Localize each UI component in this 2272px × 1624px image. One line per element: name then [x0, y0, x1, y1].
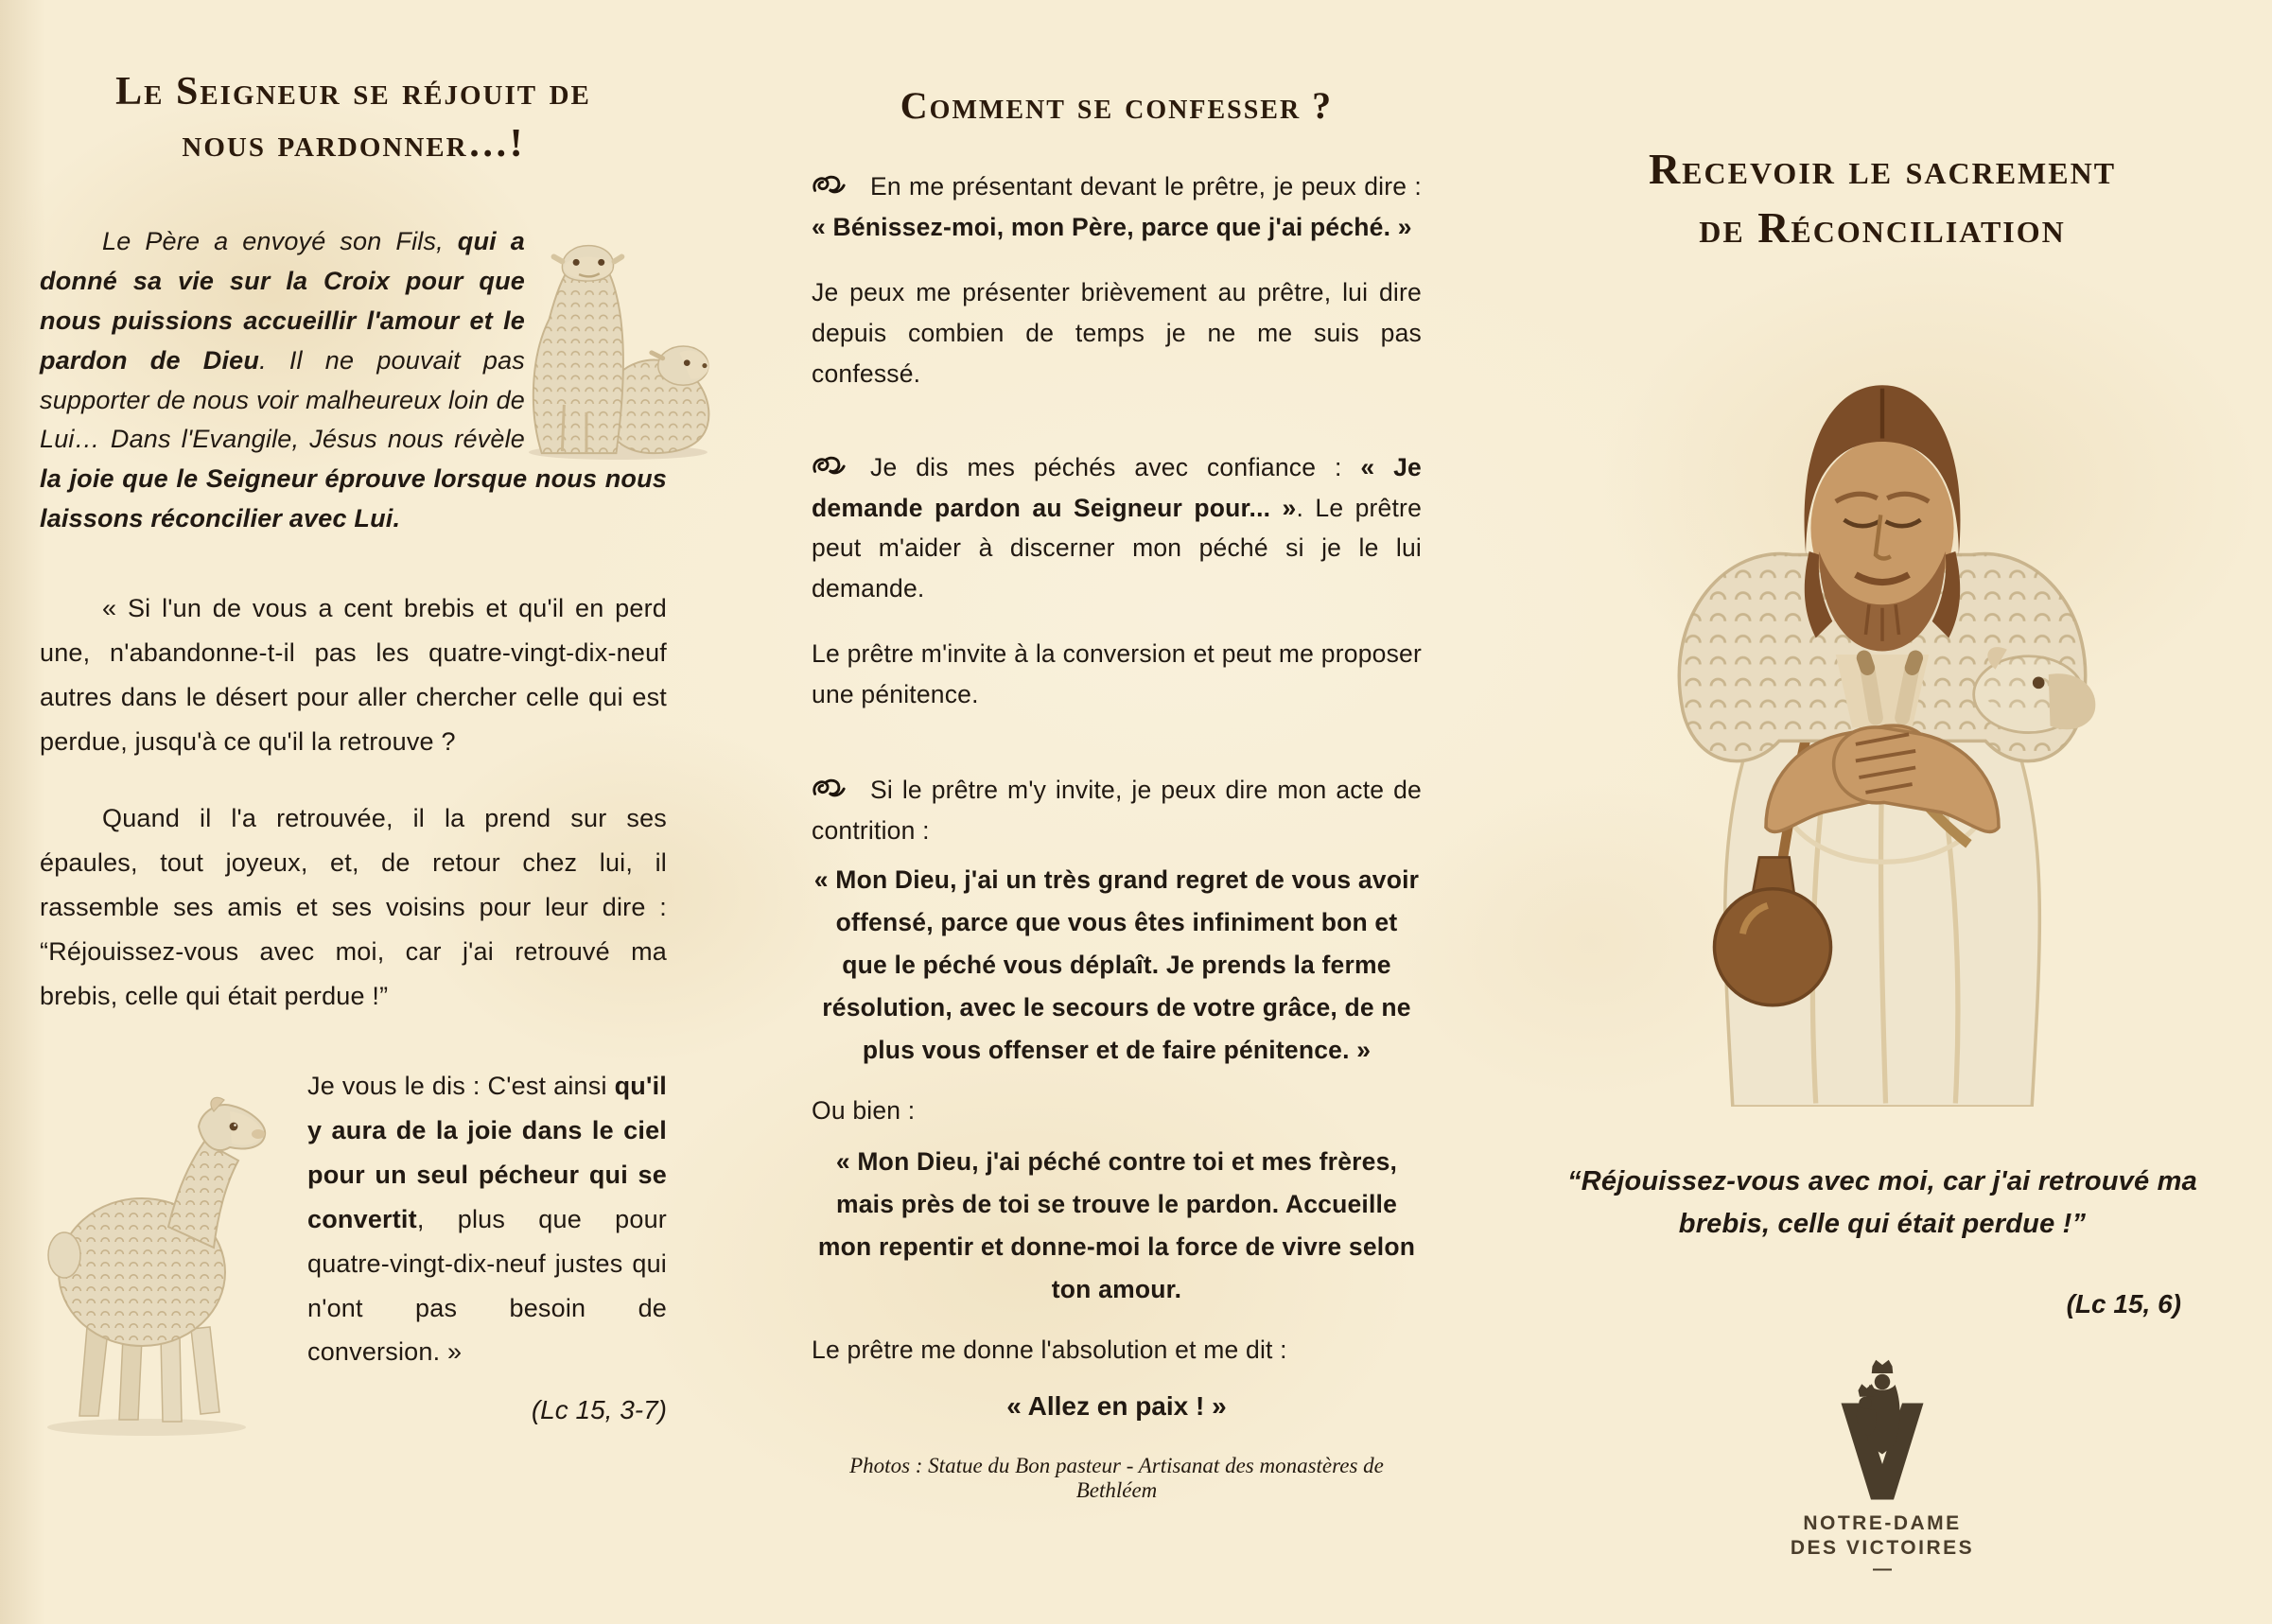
gospel-quote-3-block: [40, 1064, 667, 1426]
madonna-v-logo-icon: [1826, 1359, 1939, 1501]
intro-seg4: la joie que le Seigneur éprouve lorsque nous nous laissons réconcilier avec Lui.: [40, 464, 667, 533]
panel1-title-line2: nous pardonner…!: [182, 121, 525, 166]
intro-paragraph: [40, 222, 667, 539]
gospel-quote-2: Quand il l'a retrouvée, il la prend sur ses épaules, tout joyeux, et, de retour chez lui, il rassemble ses amis et ses voisins pour leur dire : “Réjouissez-vous avec moi, car j'ai retrouvé ma brebis, celle qui était perdue !”: [40, 803, 667, 1010]
quote3-seg3: , plus que pour quatre-vingt-dix-neuf justes qui n'ont pas besoin de conversion. »: [307, 1204, 667, 1367]
go-in-peace-line: « Allez en paix ! »: [1006, 1391, 1227, 1422]
step3-text: Si le prêtre m'y invite, je peux dire mon acte de contrition :: [812, 776, 1422, 846]
act-of-contrition-2: « Mon Dieu, j'ai péché contre toi et mes frères, mais près de toi se trouve le pardon. Accueille mon repentir et donne-moi la force de vivre selon ton amour.: [817, 1147, 1416, 1304]
confession-step-3: [812, 770, 1422, 851]
good-shepherd-illustration: [1633, 325, 2132, 1107]
two-sheep-statue-image: [525, 222, 667, 449]
logo-text-line1: NOTRE-DAME: [1803, 1512, 1962, 1535]
scripture-reference-2: (Lc 15, 6): [2066, 1289, 2181, 1319]
confession-step-2: [812, 447, 1422, 610]
flourish-bullet-icon: [812, 173, 846, 198]
standing-lamb-statue-image: [28, 1064, 307, 1461]
standing-lamb-illustration: [28, 1074, 293, 1452]
logo-text: [1540, 1511, 2225, 1562]
quote3-seg1: Je vous le dis : C'est ainsi: [307, 1071, 615, 1100]
notre-dame-des-victoires-logo: [1540, 1359, 2225, 1580]
panel3-title: [1540, 140, 2225, 257]
photo-credit: Photos : Statue du Bon pasteur - Artisanat des monastères de Bethléem: [849, 1454, 1384, 1503]
good-shepherd-statue-image: [1540, 325, 2225, 1111]
quote3-seg2: qu'il y aura de la joie dans le ciel pour un seul pécheur qui se convertit: [307, 1071, 667, 1233]
flourish-bullet-icon: [812, 777, 846, 801]
flourish-bullet-icon: [812, 454, 846, 479]
act-of-contrition-1: « Mon Dieu, j'ai un très grand regret de vous avoir offensé, parce que vous êtes infiniment bon et que le péché vous déplaît. Je prends la ferme résolution, avec le secours de votre grâce, de ne plus vous offenser et de faire pénitence. »: [813, 864, 1420, 1065]
intro-seg3: . Il ne pouvait pas supporter de nous voir malheureux loin de Lui… Dans l'Evangile, Jésus nous révèle: [40, 345, 525, 454]
step2-seg2: « Je demande pardon au Seigneur pour... »: [812, 452, 1422, 522]
panel3-title-line1: Recevoir le sacrement: [1648, 145, 2117, 193]
intro-seg1: Le Père a envoyé son Fils,: [102, 227, 458, 256]
logo-dash: —: [1873, 1558, 1892, 1580]
panel-right-cover: [1540, 0, 2225, 1624]
confession-note-1: Je peux me présenter brièvement au prêtre, lui dire depuis combien de temps je ne me suis pas confessé.: [812, 277, 1422, 388]
logo-text-line2: DES VICTOIRES: [1790, 1537, 1975, 1560]
absolution-note: Le prêtre me donne l'absolution et me dit :: [812, 1336, 1287, 1365]
panel1-title-line1: Le Seigneur se réjouit de: [115, 70, 591, 114]
intro-seg2: qui a donné sa vie sur la Croix pour que nous puissions accueillir l'amour et le pardon de Dieu: [40, 227, 526, 375]
panel3-title-line2: de Réconciliation: [1699, 203, 2066, 253]
confession-note-2: Le prêtre m'invite à la conversion et peut me proposer une pénitence.: [812, 639, 1422, 709]
panel1-title: [40, 66, 667, 169]
or-label: Ou bien :: [812, 1096, 916, 1126]
panel2-title: Comment se confesser ?: [900, 84, 1334, 127]
panel-left: [40, 0, 667, 1624]
step1-seg1: En me présentant devant le prêtre, je peux dire :: [870, 172, 1422, 201]
two-sheep-statue-illustration: [514, 226, 714, 461]
cover-quote: “Réjouissez-vous avec moi, car j'ai retrouvé ma brebis, celle qui était perdue !”: [1567, 1166, 2197, 1240]
scripture-reference-1: (Lc 15, 3-7): [531, 1395, 667, 1425]
step2-seg1: Je dis mes péchés avec confiance :: [870, 452, 1361, 481]
gospel-quote-1: « Si l'un de vous a cent brebis et qu'il en perd une, n'abandonne-t-il pas les quatre-vingt-dix-neuf autres dans le désert pour aller chercher celle qui est perdue, jusqu'à ce qu'il la retrouve ?: [40, 593, 667, 756]
confession-step-1: [812, 166, 1422, 248]
panel-middle: [812, 0, 1422, 1624]
step1-seg2: « Bénissez-moi, mon Père, parce que j'ai péché. »: [812, 212, 1412, 241]
step2-seg3: . Le prêtre peut m'aider à discerner mon péché si je le lui demande.: [812, 493, 1423, 603]
